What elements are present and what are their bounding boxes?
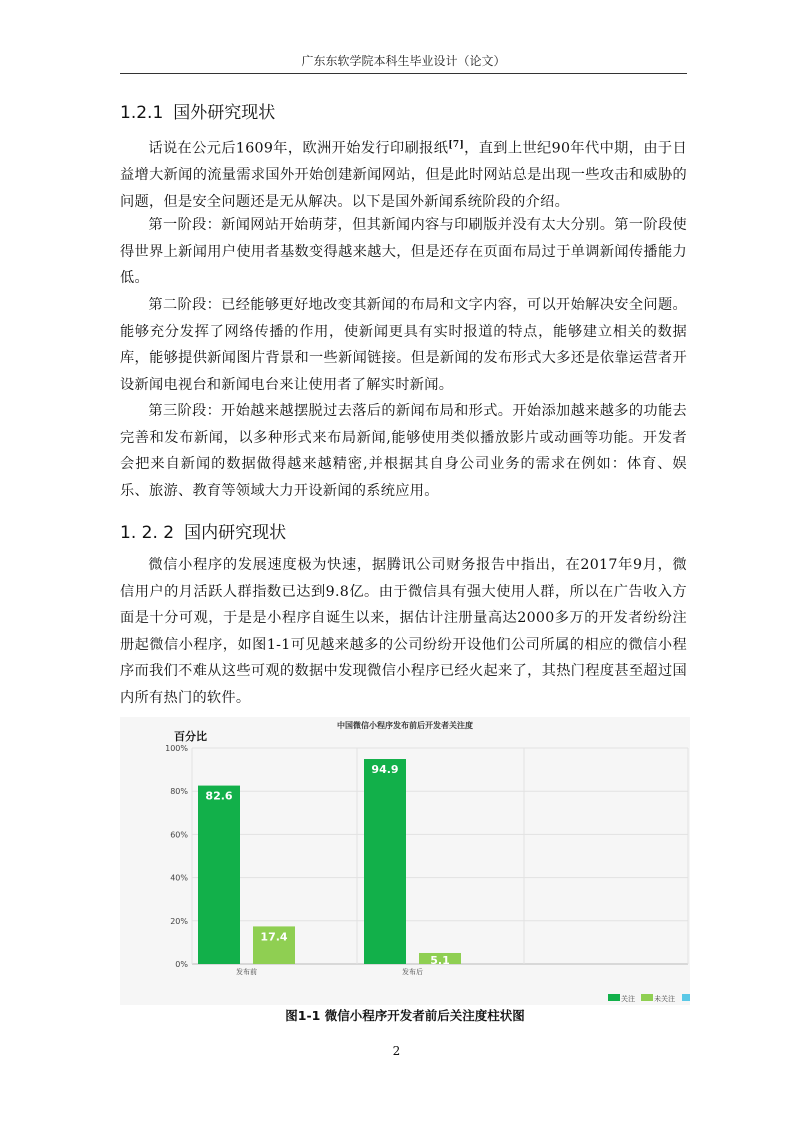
bar-value-label: 5.1 (430, 953, 450, 967)
section-title: 国外研究现状 (173, 103, 276, 123)
y-tick-label: 80% (170, 787, 188, 797)
section-number: 1.2.1 (120, 103, 164, 123)
y-tick-label: 20% (170, 916, 188, 926)
legend-swatch (608, 994, 620, 1001)
paragraph-text: ，直到上世纪90年代中期，由于日益增大新闻的流量需求国外开始创建新闻网站，但是此时网站总是出现一些攻击和威胁的问题，但是安全问题还是无从解决。以下是国外新闻系统阶段的介绍。 (120, 140, 687, 210)
bar-chart (120, 717, 690, 1005)
paragraph (120, 132, 687, 215)
y-tick-label: 60% (170, 830, 188, 840)
section-heading-1-2-1 (120, 98, 275, 123)
bar-value-label: 94.9 (371, 763, 399, 777)
figure-caption: 图1-1 微信小程序开发者前后关注度柱状图 (285, 1008, 525, 1023)
citation-marker: [7] (448, 140, 465, 150)
bar-value-label: 82.6 (205, 789, 233, 803)
legend-label: 关注 (621, 995, 635, 1003)
paragraph-text: 话说在公元后1609年，欧洲开始发行印刷报纸 (148, 140, 449, 157)
bar-value-label: 17.4 (260, 930, 288, 944)
legend-label: 未关注 (654, 995, 675, 1003)
legend-swatch (641, 994, 653, 1001)
y-axis-label: 百分比 (174, 730, 207, 743)
bar (364, 759, 406, 964)
section-heading-1-2-2 (120, 518, 286, 543)
bar-chart-figure (120, 717, 690, 1005)
paragraph: 第三阶段：开始越来越摆脱过去落后的新闻布局和形式。开始添加越来越多的功能去完善和发布新闻，以多种形式来布局新闻,能够使用类似播放影片或动画等功能。开发者会把来自新闻的数据做得越来越精密,并根据其自身公司业务的需求在例如：体育、娱乐、旅游、教育等领域大力开设新闻的系统应用。 (120, 403, 687, 499)
y-tick-label: 0% (175, 960, 188, 969)
y-tick-label: 40% (170, 873, 188, 883)
bar (198, 786, 240, 964)
paragraph: 第二阶段：已经能够更好地改变其新闻的布局和文字内容，可以开始解决安全问题。能够充分发挥了网络传播的作用，使新闻更具有实时报道的特点，能够建立相关的数据库，能够提供新闻图片背景和一些新闻链接。但是新闻的发布形式大多还是依靠运营者开设新闻电视台和新闻电台来让使用者了解实时新闻。 (120, 297, 687, 393)
header-divider (120, 73, 687, 74)
x-tick-label: 发布前 (236, 968, 257, 976)
chart-title: 中国微信小程序发布前后开发者关注度 (337, 721, 473, 730)
paragraph: 微信小程序的发展速度极为快速，据腾讯公司财务报告中指出，在2017年9月，微信用户的月活跃人群指数已达到9.8亿。由于微信具有强大使用人群，所以在广告收入方面是十分可观，于是是小程序自诞生以来，据估计注册量高达2000多万的开发者纷纷注册起微信小程序，如图1-1可见越来越多的公司纷纷开设他们公司所属的相应的微信小程序而我们不难从这些可观的数据中发现微信小程序已经火起来了，其热门程度甚至超过国内所有热门的软件。 (120, 557, 687, 706)
y-tick-label: 100% (165, 744, 188, 753)
x-tick-label: 发布后 (402, 968, 423, 976)
section-title: 国内研究现状 (184, 523, 287, 543)
legend-swatch (682, 994, 690, 1001)
running-header: 广东东软学院本科生毕业设计（论文） (301, 54, 506, 68)
paragraph: 第一阶段：新闻网站开始萌芽，但其新闻内容与印刷版并没有太大分别。第一阶段使得世界上新闻用户使用者基数变得越来越大，但是还存在页面布局过于单调新闻传播能力低。 (120, 217, 687, 286)
section-number: 1. 2. 2 (120, 523, 175, 543)
page-number: 2 (392, 1044, 401, 1058)
